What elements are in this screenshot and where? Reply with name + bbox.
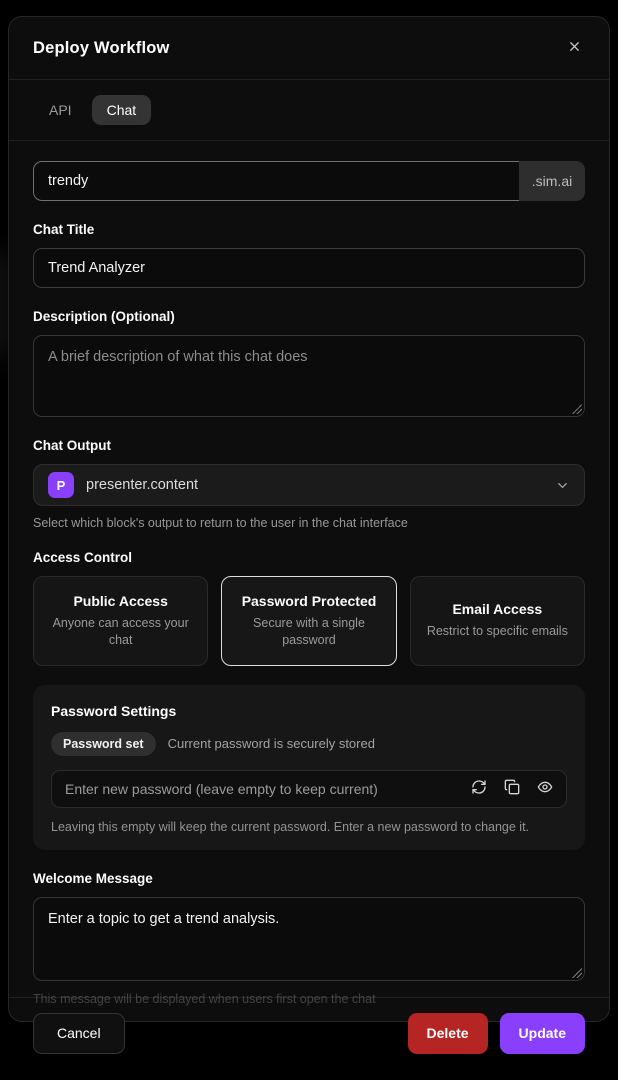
access-control-label: Access Control xyxy=(33,549,133,565)
password-settings-panel xyxy=(33,685,585,850)
chat-output-selected-value: presenter.content xyxy=(86,477,199,493)
subdomain-input[interactable] xyxy=(33,161,519,201)
new-password-input[interactable] xyxy=(65,781,454,797)
welcome-message-section xyxy=(33,870,585,1006)
close-button[interactable] xyxy=(563,37,585,59)
access-option-description: Anyone can access your chat xyxy=(52,615,189,647)
copy-icon xyxy=(504,779,520,798)
password-set-badge: Password set xyxy=(51,732,156,756)
delete-button[interactable]: Delete xyxy=(408,1013,488,1054)
eye-icon xyxy=(537,779,553,798)
show-password-button[interactable] xyxy=(537,779,553,798)
update-button[interactable]: Update xyxy=(500,1013,585,1054)
block-icon: P xyxy=(48,472,74,498)
welcome-message-textarea[interactable] xyxy=(33,897,585,981)
subdomain-suffix: .sim.ai xyxy=(519,161,585,201)
description-section xyxy=(33,309,585,417)
access-option-password[interactable] xyxy=(221,576,396,666)
copy-password-button[interactable] xyxy=(504,779,520,798)
close-icon xyxy=(567,39,582,57)
password-field-row xyxy=(51,770,567,808)
chat-title-input[interactable] xyxy=(33,248,585,288)
access-option-description: Restrict to specific emails xyxy=(426,624,568,639)
refresh-icon xyxy=(471,779,487,798)
chevron-down-icon xyxy=(555,478,570,493)
welcome-message-label: Welcome Message xyxy=(33,870,153,886)
access-option-title: Public Access xyxy=(73,592,168,609)
tab-api[interactable]: API xyxy=(39,95,82,125)
modal-header xyxy=(9,17,609,80)
subdomain-section xyxy=(33,161,585,201)
chat-title-label: Chat Title xyxy=(33,222,95,237)
password-helper: Leaving this empty will keep the current password. Enter a new password to change it. xyxy=(51,819,530,834)
chat-output-label: Chat Output xyxy=(33,438,111,453)
modal-footer xyxy=(9,997,609,1080)
access-control-section xyxy=(33,550,585,666)
chat-output-section xyxy=(33,438,585,533)
modal-title: Deploy Workflow xyxy=(33,38,170,57)
welcome-message-helper-clipped: This message will be displayed when users first open the chat xyxy=(33,991,376,1006)
access-option-title: Email Access xyxy=(452,601,543,618)
password-set-note: Current password is securely stored xyxy=(167,736,375,751)
modal-content xyxy=(9,141,609,1006)
password-settings-title: Password Settings xyxy=(51,702,177,719)
tab-bar xyxy=(9,80,609,141)
description-label: Description (Optional) xyxy=(33,309,175,324)
cancel-button[interactable]: Cancel xyxy=(33,1013,125,1054)
access-option-email[interactable] xyxy=(410,576,585,666)
access-option-title: Password Protected xyxy=(241,592,377,609)
chat-output-select[interactable] xyxy=(33,464,585,506)
deploy-workflow-modal xyxy=(8,16,610,1041)
chat-output-helper: Select which block's output to return to the user in the chat interface xyxy=(33,516,408,530)
tab-chat[interactable]: Chat xyxy=(92,95,152,125)
generate-password-button[interactable] xyxy=(471,779,487,798)
chat-title-section xyxy=(33,222,585,288)
description-textarea[interactable] xyxy=(33,335,585,417)
access-option-public[interactable] xyxy=(33,576,208,666)
access-option-description: Secure with a single password xyxy=(253,615,365,647)
